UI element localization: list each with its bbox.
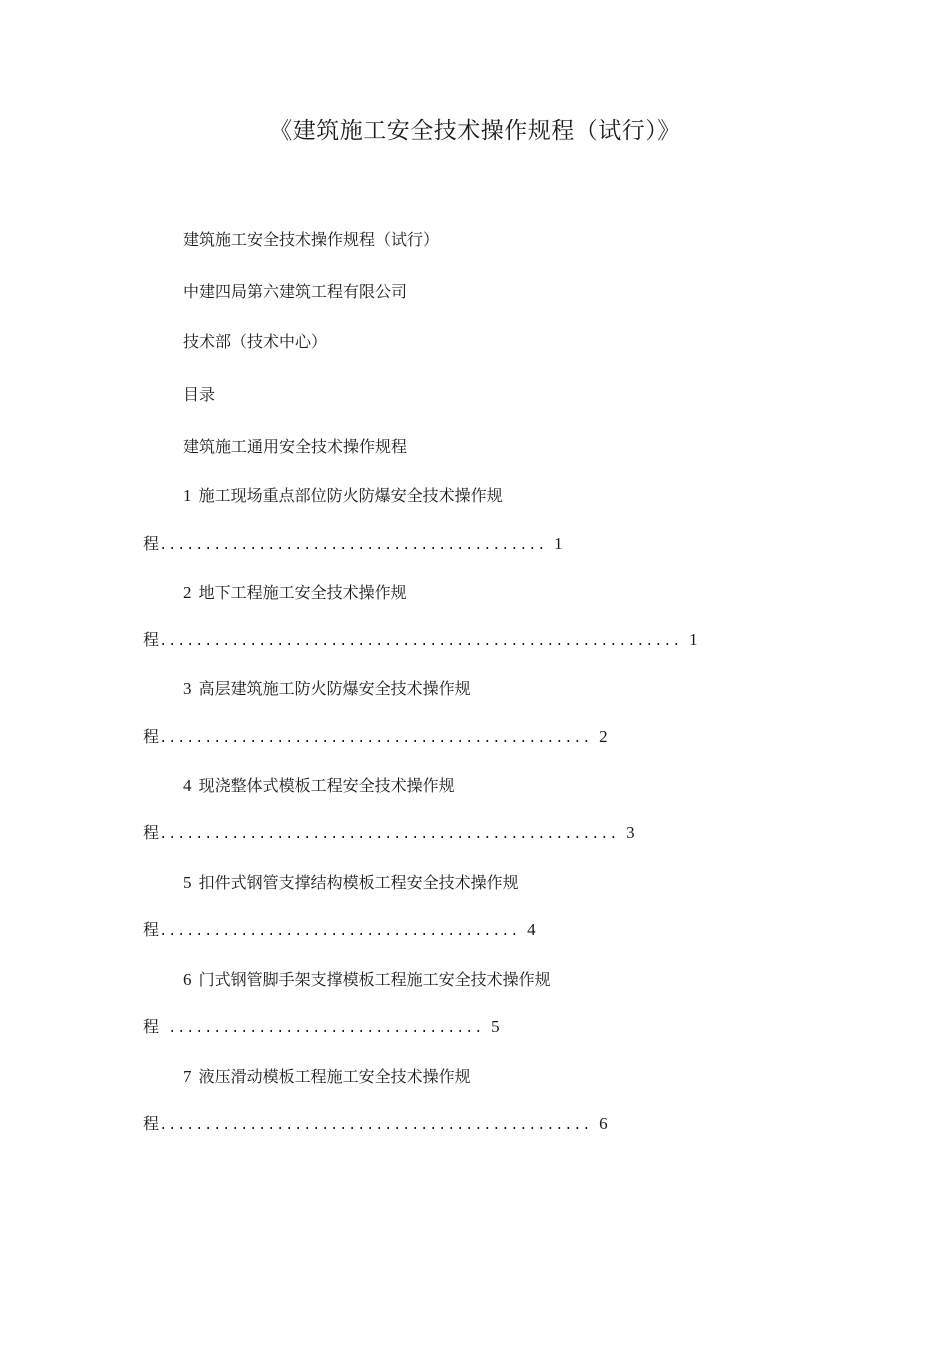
toc-entry-number: 5 bbox=[183, 873, 192, 892]
toc-entry-leader bbox=[143, 630, 698, 652]
toc-entry-title bbox=[183, 873, 519, 893]
toc-page-number: 2 bbox=[599, 727, 608, 746]
toc-entry-title bbox=[183, 776, 455, 796]
department-name: 技术部（技术中心） bbox=[183, 332, 328, 351]
toc-entry-tail: 程 bbox=[143, 1114, 160, 1133]
toc-entry-text: 现浇整体式模板工程安全技术操作规 bbox=[198, 776, 455, 795]
toc-heading: 目录 bbox=[183, 385, 216, 404]
toc-page-number: 4 bbox=[527, 920, 536, 939]
toc-entry-tail: 程 bbox=[143, 534, 160, 553]
toc-dot-leader: .......................................................... bbox=[159, 634, 682, 650]
toc-entry-tail: 程 bbox=[143, 630, 160, 649]
toc-entry-tail: 程 bbox=[143, 727, 160, 746]
toc-entry-number: 3 bbox=[183, 679, 192, 698]
toc-entry-leader bbox=[143, 534, 563, 556]
toc-entry-text: 地下工程施工安全技术操作规 bbox=[198, 583, 407, 602]
document-title: 《建筑施工安全技术操作规程（试行）》 bbox=[269, 118, 681, 144]
toc-entry-number: 1 bbox=[183, 486, 192, 505]
toc-entry-number: 4 bbox=[183, 776, 192, 795]
toc-entry-title bbox=[183, 583, 407, 603]
toc-entry-leader bbox=[143, 823, 635, 845]
toc-entry-tail: 程 bbox=[143, 1017, 160, 1036]
toc-page-number: 1 bbox=[689, 630, 698, 649]
toc-dot-leader: ................................................ bbox=[159, 1118, 592, 1134]
toc-entry-tail: 程 bbox=[143, 823, 160, 842]
toc-dot-leader: ................................... bbox=[159, 1021, 484, 1037]
toc-page-number: 3 bbox=[626, 823, 635, 842]
toc-entry-tail: 程 bbox=[143, 920, 160, 939]
toc-entry-title bbox=[183, 1067, 471, 1087]
toc-page-number: 1 bbox=[554, 534, 563, 553]
toc-entry-leader bbox=[143, 1114, 608, 1136]
toc-dot-leader: ................................................ bbox=[159, 731, 592, 747]
toc-entry-text: 门式钢管脚手架支撑模板工程施工安全技术操作规 bbox=[198, 970, 551, 989]
toc-entry-title bbox=[183, 970, 551, 990]
toc-entry-leader bbox=[143, 920, 536, 942]
toc-dot-leader: ........................................... bbox=[159, 538, 547, 554]
toc-page-number: 5 bbox=[491, 1017, 500, 1036]
toc-page-number: 6 bbox=[599, 1114, 608, 1133]
toc-entry-number: 2 bbox=[183, 583, 192, 602]
toc-entry-leader bbox=[143, 727, 608, 749]
toc-entry-text: 高层建筑施工防火防爆安全技术操作规 bbox=[198, 679, 471, 698]
company-name: 中建四局第六建筑工程有限公司 bbox=[183, 282, 408, 301]
toc-entry-leader bbox=[143, 1017, 500, 1039]
toc-dot-leader: ................................................... bbox=[159, 827, 619, 843]
toc-section-heading: 建筑施工通用安全技术操作规程 bbox=[183, 437, 408, 456]
toc-entry-number: 7 bbox=[183, 1067, 192, 1086]
toc-entry-text: 施工现场重点部位防火防爆安全技术操作规 bbox=[198, 486, 503, 505]
toc-entry-title bbox=[183, 679, 471, 699]
toc-dot-leader: ........................................ bbox=[159, 924, 520, 940]
toc-entry-text: 扣件式钢管支撑结构模板工程安全技术操作规 bbox=[198, 873, 519, 892]
subtitle-line: 建筑施工安全技术操作规程（试行） bbox=[183, 230, 440, 249]
toc-entry-number: 6 bbox=[183, 970, 192, 989]
toc-entry-title bbox=[183, 486, 503, 506]
toc-entry-text: 液压滑动模板工程施工安全技术操作规 bbox=[198, 1067, 471, 1086]
